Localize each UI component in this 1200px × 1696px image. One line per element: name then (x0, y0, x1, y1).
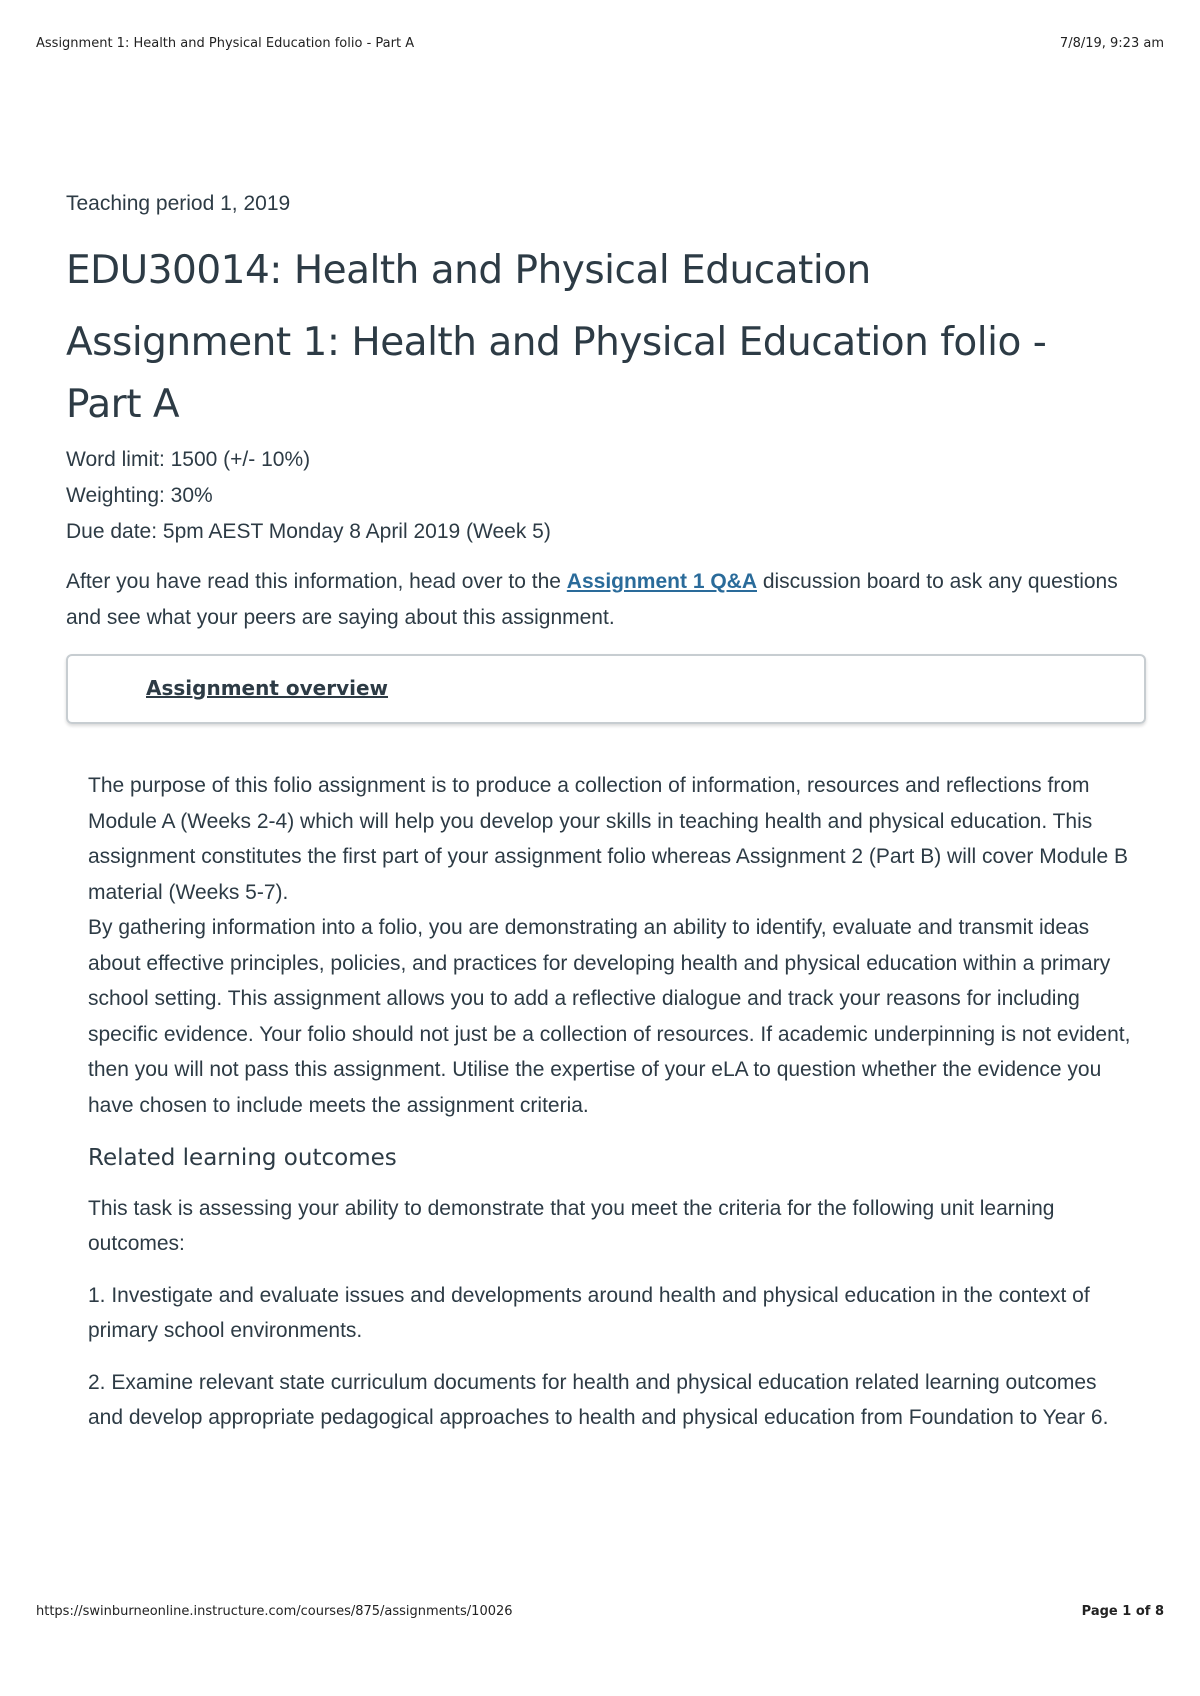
assignment-overview-link[interactable]: Assignment overview (146, 676, 389, 700)
page-number: Page 1 of 8 (1081, 1604, 1164, 1619)
print-header-timestamp: 7/8/19, 9:23 am (1059, 36, 1164, 51)
overview-body (88, 768, 1133, 1436)
assignment-meta (66, 442, 1146, 550)
assignment-content (66, 190, 1146, 1452)
outcomes-intro: This task is assessing your ability to demonstrate that you meet the criteria for the following unit learning outcomes: (88, 1196, 1055, 1255)
overview-paragraph: By gathering information into a folio, you are demonstrating an ability to identify, evaluate and transmit ideas about effective principles, policies, and practices for developing health and physical education within a primary school setting. This assignment allows you to add a reflective dialogue and track your reasons for including specific evidence. Your folio should not just be a collection of resources. If academic underpinning is not evident, then you will not pass this assignment. Utilise the expertise of your eLA to question whether the evidence you have chosen to include meets the assignment criteria. (88, 916, 1131, 1117)
qa-discussion-link[interactable]: Assignment 1 Q&A (566, 570, 757, 593)
intro-text-before: After you have read this information, head over to the (66, 570, 567, 593)
intro-text-after: discussion board to ask any questions and see what your peers are saying about this assignment. (66, 570, 1118, 629)
word-limit: Word limit: 1500 (+/- 10%) (66, 448, 311, 471)
assignment-overview-toggle[interactable] (66, 654, 1146, 724)
assignment-title: Assignment 1: Health and Physical Education folio - Part A (66, 320, 1047, 427)
due-date: Due date: 5pm AEST Monday 8 April 2019 (Week 5) (66, 520, 551, 543)
print-header (36, 36, 1164, 51)
course-title: EDU30014: Health and Physical Education (66, 248, 871, 293)
outcomes-heading: Related learning outcomes (88, 1145, 397, 1171)
print-header-title: Assignment 1: Health and Physical Education folio - Part A (36, 36, 415, 51)
outcome-item: 1. Investigate and evaluate issues and developments around health and physical education in the context of primary school environments. (88, 1283, 1090, 1342)
overview-paragraph: The purpose of this folio assignment is to produce a collection of information, resources and reflections from Module A (Weeks 2-4) which will help you develop your skills in teaching health and physical education. This assignment constitutes the first part of your assignment folio whereas Assignment 2 (Part B) will cover Module B material (Weeks 5-7). (88, 774, 1128, 904)
teaching-period: Teaching period 1, 2019 (66, 192, 291, 215)
outcome-item: 2. Examine relevant state curriculum documents for health and physical education related learning outcomes and develop appropriate pedagogical approaches to health and physical education from Foundation to Year 6. (88, 1370, 1109, 1429)
print-footer (36, 1604, 1164, 1619)
intro-paragraph (66, 564, 1146, 636)
print-footer-url: https://swinburneonline.instructure.com/courses/875/assignments/10026 (36, 1604, 513, 1619)
weighting: Weighting: 30% (66, 484, 213, 507)
